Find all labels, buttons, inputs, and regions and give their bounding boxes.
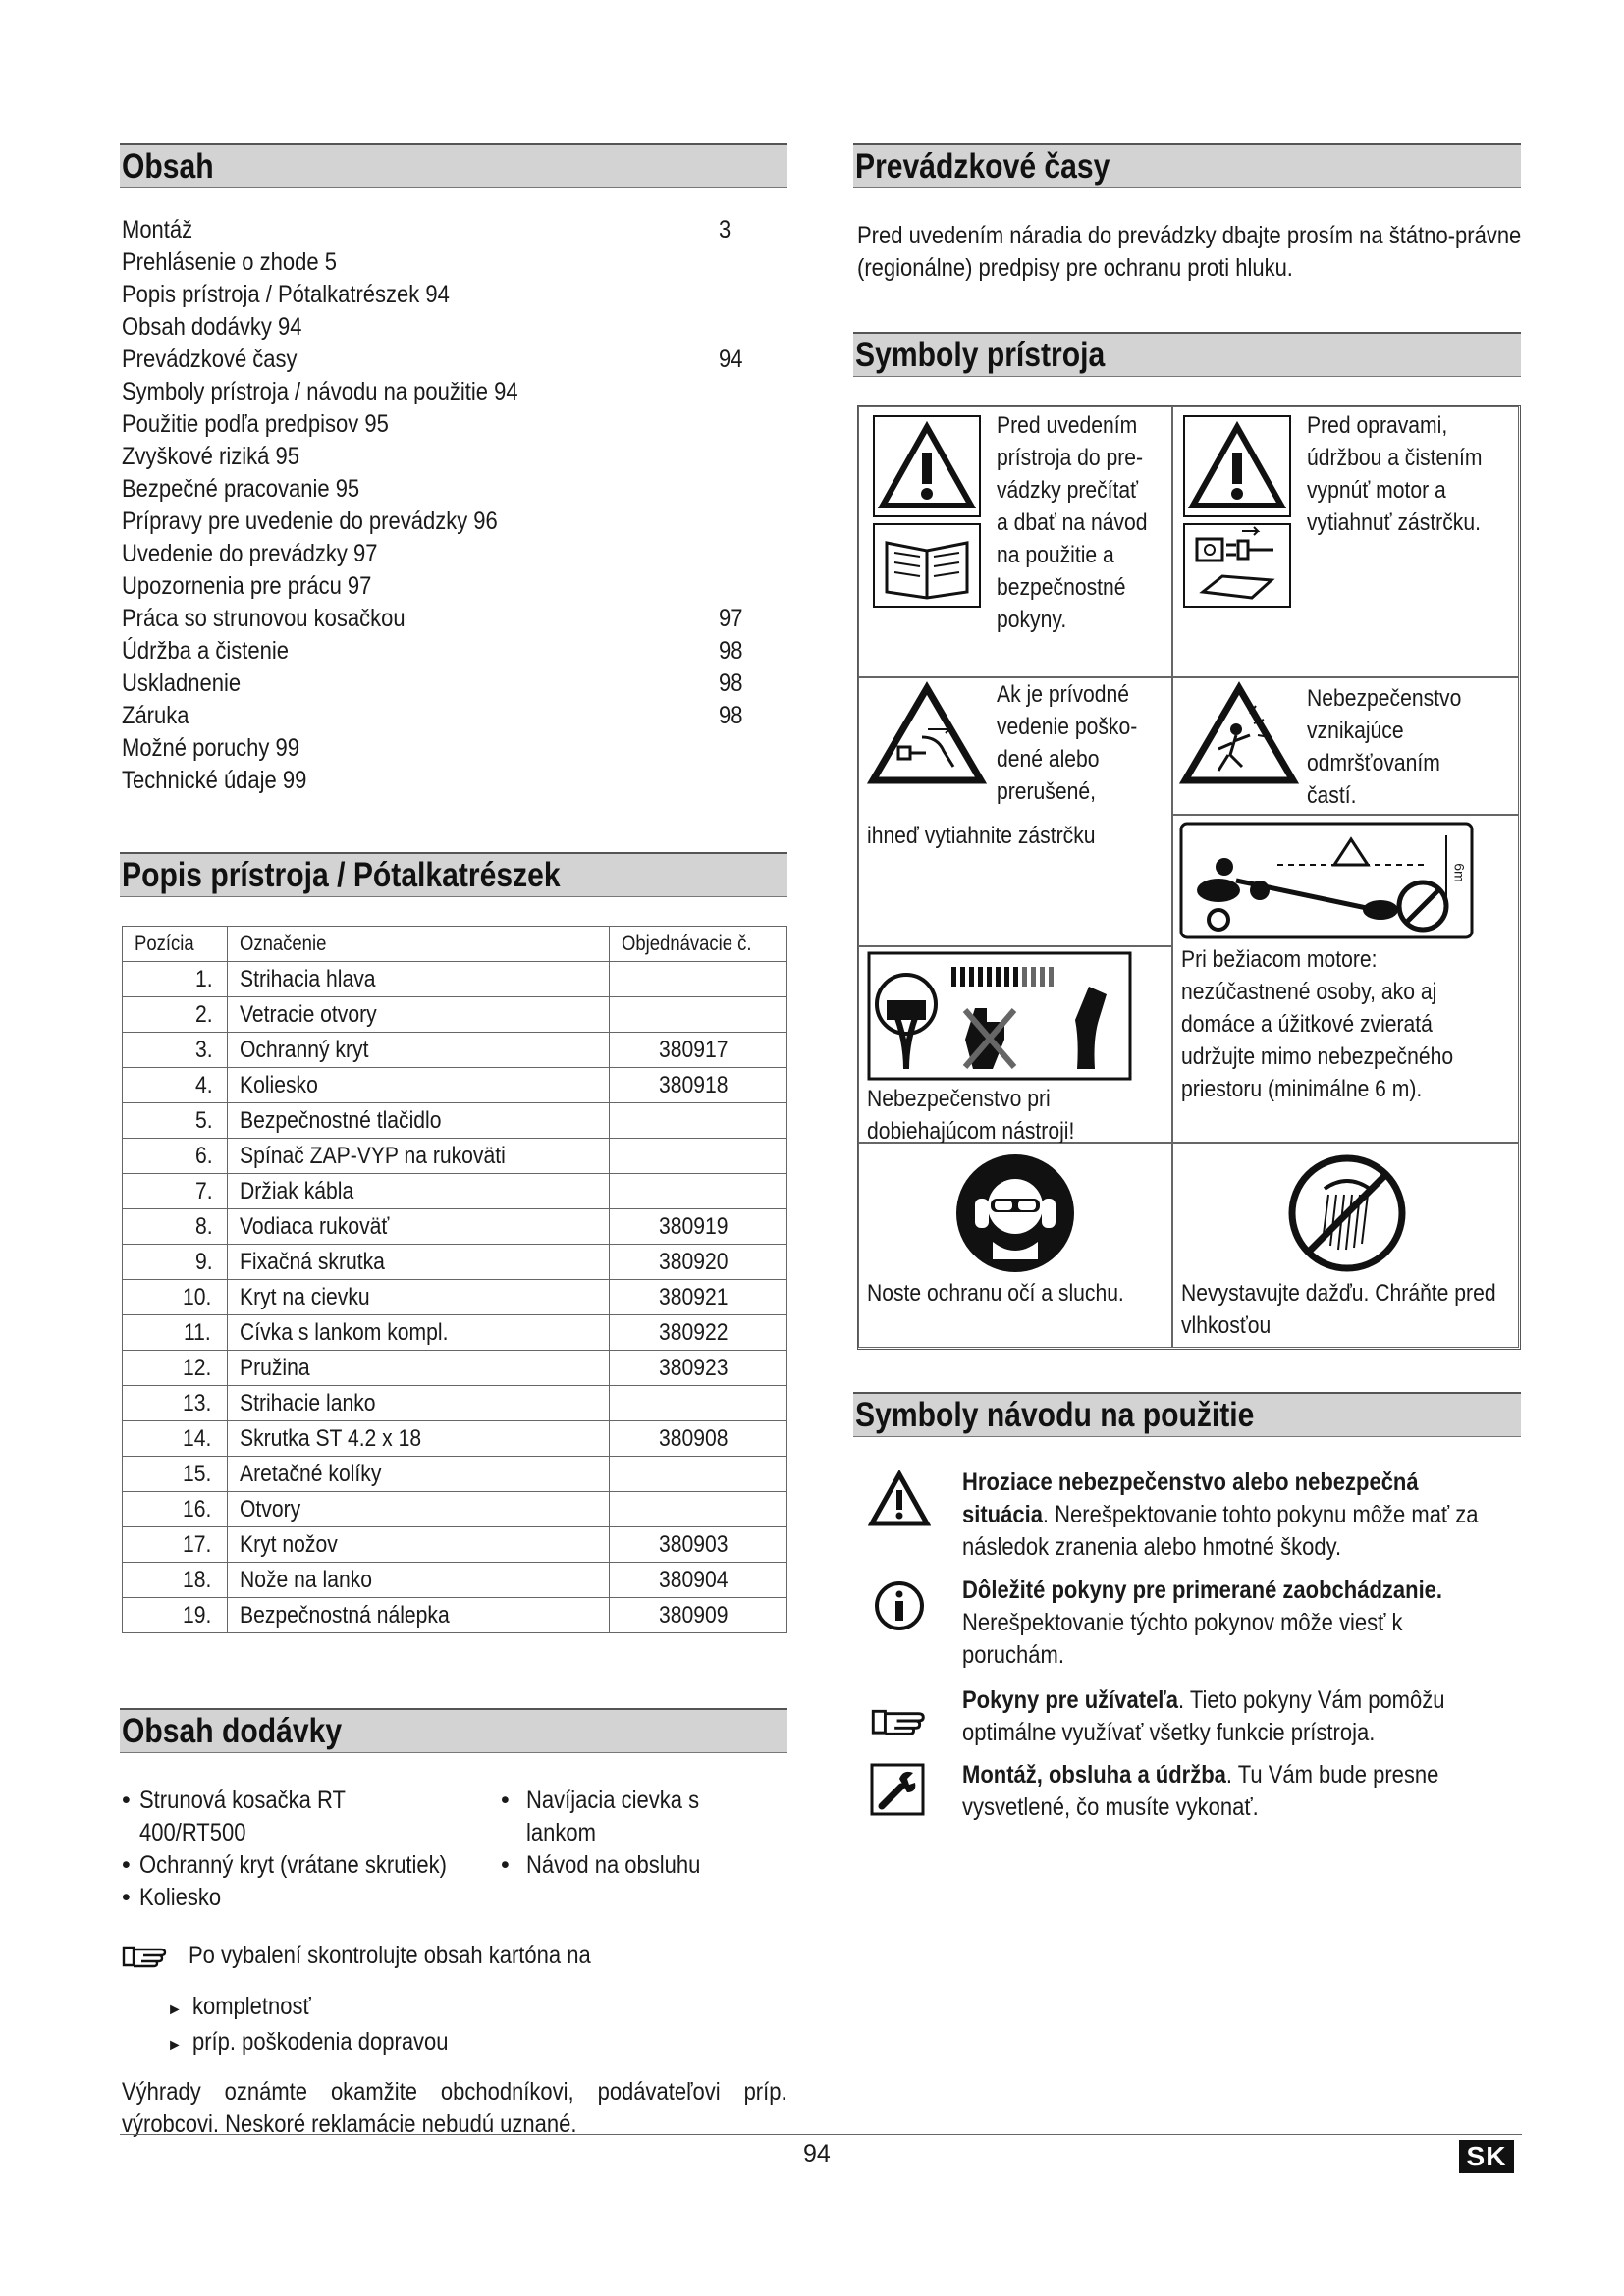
part-label: Ochranný kryt: [228, 1033, 610, 1068]
delivery-item: • Strunová kosačka RT 400/RT500: [122, 1787, 346, 1846]
part-order-number: 380923: [610, 1351, 787, 1386]
toc-entry: [122, 700, 750, 732]
toc-entry-label: Technické údaje 99: [122, 767, 307, 794]
manual-symbols-heading: Symboly návodu na použitie: [853, 1392, 1521, 1437]
table-row: [123, 1598, 787, 1633]
delivery-heading: Obsah dodávky: [120, 1708, 787, 1753]
part-order-number: 380917: [610, 1033, 787, 1068]
part-order-number: 380922: [610, 1315, 787, 1351]
delivery-footer-text: Výhrady oznámte okamžite obchodníkovi, podávateľovi príp. výrobcovi. Neskoré reklamácie nebudú uznané.: [122, 2078, 787, 2138]
toc-entry: [122, 214, 750, 246]
part-position: 13.: [123, 1386, 228, 1421]
delivery-list-left: [122, 1785, 495, 1914]
toc-entry: [122, 408, 750, 441]
delivery-item: • Koliesko: [122, 1884, 222, 1911]
part-order-number: 380920: [610, 1245, 787, 1280]
toc-entry-label: Prehlásenie o zhode 5: [122, 248, 337, 276]
table-row: [123, 1103, 787, 1139]
delivery-item: • Ochranný kryt (vrátane skrutiek): [122, 1851, 447, 1879]
part-position: 17.: [123, 1527, 228, 1563]
no-rain-icon: [1285, 1151, 1409, 1275]
page-number: 94: [803, 2140, 831, 2167]
info-icon: [874, 1580, 925, 1631]
unplug-icon: [1183, 523, 1291, 608]
running-tool-text: Nebezpečenstvo pri dobiehajúcom nástroji!: [867, 1086, 1075, 1145]
part-order-number: [610, 1492, 787, 1527]
col-header-order: Objednávacie č.: [610, 927, 787, 962]
part-position: 14.: [123, 1421, 228, 1457]
thrown-objects-icon: [1179, 680, 1299, 788]
part-label: Kryt nožov: [228, 1527, 610, 1563]
check-item: ► príp. poškodenia dopravou: [167, 2028, 449, 2056]
toc-entry-label: Popis prístroja / Pótalkatrészek 94: [122, 281, 450, 308]
toc-entry-label: Použitie podľa predpisov 95: [122, 410, 389, 438]
cell-read-manual: [858, 406, 1172, 677]
toc-entry-label: Montáž: [122, 216, 193, 243]
part-label: Držiak kábla: [228, 1174, 610, 1209]
part-position: 18.: [123, 1563, 228, 1598]
toc-heading: Obsah: [120, 143, 787, 188]
part-label: Strihacie lanko: [228, 1386, 610, 1421]
part-order-number: [610, 997, 787, 1033]
toc-entry: [122, 246, 750, 279]
cell-eye-ear: [858, 1143, 1172, 1348]
part-label: Spínač ZAP-VYP na rukoväti: [228, 1139, 610, 1174]
damaged-cable-text-2: ihneď vytiahnite zástrčku: [867, 823, 1096, 849]
table-row: [123, 1563, 787, 1598]
part-order-number: 380904: [610, 1563, 787, 1598]
part-label: Skrutka ST 4.2 x 18: [228, 1421, 610, 1457]
table-row: [123, 1033, 787, 1068]
thrown-parts-text: Nebezpečenstvo vznikajúce odmršťovaním častí.: [1307, 685, 1462, 809]
warning-triangle-icon: [1183, 415, 1291, 517]
part-label: Vodiaca rukoväť: [228, 1209, 610, 1245]
part-position: 11.: [123, 1315, 228, 1351]
rain-text: Nevystavujte dažďu. Chráňte pred vlhkosťou: [1181, 1280, 1496, 1339]
eye-ear-text: Noste ochranu očí a sluchu.: [867, 1280, 1124, 1307]
delivery-checks: [167, 1991, 483, 2061]
table-row: [123, 1315, 787, 1351]
eye-ear-protection-icon: [953, 1151, 1077, 1275]
part-order-number: 380903: [610, 1527, 787, 1563]
check-item: ► kompletnosť: [167, 1993, 311, 2020]
delivery-note: Po vybalení skontrolujte obsah kartóna na: [189, 1942, 591, 1969]
parts-table: [122, 926, 787, 1633]
toc-entry-page: 97: [719, 605, 743, 632]
toc-entry: [122, 667, 750, 700]
toc-entry-label: Možné poruchy 99: [122, 734, 300, 762]
toc-entry: [122, 506, 750, 538]
toc-entry-page: 98: [719, 637, 743, 665]
hand-pointer-icon: [122, 1942, 169, 1969]
wrench-icon: [870, 1763, 925, 1816]
part-order-number: 380909: [610, 1598, 787, 1633]
times-text: Pred uvedením náradia do prevádzky dbajte prosím na štátno-právne (regionálne) predpisy pre ochranu proti hluku.: [857, 222, 1522, 282]
toc-entry-label: Upozornenia pre prácu 97: [122, 572, 372, 600]
part-order-number: [610, 1457, 787, 1492]
warning-triangle-icon: [873, 415, 981, 517]
hand-pointer-icon: [870, 1704, 929, 1737]
bystanders-text: Pri bežiacom motore: nezúčastnené osoby, ako aj domáce a úžitkové zvieratá udržujte mimo nebezpečného priestoru (minimálne 6 m).: [1181, 946, 1454, 1102]
parts-table-header: [123, 927, 787, 962]
cell-unplug-before-repair: [1172, 406, 1519, 677]
delivery-item: • Návod na obsluhu: [501, 1851, 701, 1879]
toc-entry: [122, 538, 750, 570]
part-order-number: 380908: [610, 1421, 787, 1457]
col-header-position: Pozícia: [123, 927, 228, 962]
delivery-item: • Navíjacia cievka s lankom: [501, 1787, 700, 1846]
toc-entry-label: Uvedenie do prevádzky 97: [122, 540, 378, 567]
table-row: [123, 1527, 787, 1563]
part-position: 16.: [123, 1492, 228, 1527]
table-row: [123, 1492, 787, 1527]
toc-entry-label: Zvyškové riziká 95: [122, 443, 299, 470]
table-row: [123, 1209, 787, 1245]
part-label: Bezpečnostná nálepka: [228, 1598, 610, 1633]
delivery-list-right: [501, 1785, 736, 1882]
part-label: Aretačné kolíky: [228, 1457, 610, 1492]
table-row: [123, 1421, 787, 1457]
part-order-number: 380918: [610, 1068, 787, 1103]
part-order-number: [610, 1386, 787, 1421]
manual-item-user-tips: Pokyny pre užívateľa. Tieto pokyny Vám pomôžu optimálne využívať všetky funkcie prístroja.: [962, 1686, 1445, 1746]
part-label: Cívka s lankom kompl.: [228, 1315, 610, 1351]
part-position: 12.: [123, 1351, 228, 1386]
toc-entry-label: Záruka: [122, 702, 189, 729]
part-order-number: [610, 1174, 787, 1209]
toc-entry-label: Práca so strunovou kosačkou: [122, 605, 406, 632]
toc-entry: [122, 344, 750, 376]
part-position: 4.: [123, 1068, 228, 1103]
part-label: Strihacia hlava: [228, 962, 610, 997]
toc-entry-page: 98: [719, 669, 743, 697]
table-row: [123, 1068, 787, 1103]
table-of-contents: [122, 214, 750, 797]
cell-bystanders: [1172, 815, 1519, 1143]
cell-thrown-parts: [1172, 677, 1519, 815]
table-row: [123, 1280, 787, 1315]
unplug-text: Pred opravami, údržbou a čistením vypnúť motor a vytiahnuť zástrčku.: [1307, 412, 1483, 536]
part-position: 7.: [123, 1174, 228, 1209]
part-label: Fixačná skrutka: [228, 1245, 610, 1280]
part-position: 19.: [123, 1598, 228, 1633]
part-label: Bezpečnostné tlačidlo: [228, 1103, 610, 1139]
part-position: 2.: [123, 997, 228, 1033]
manual-item-assembly: Montáž, obsluha a údržba. Tu Vám bude presne vysvetlené, čo musíte vykonať.: [962, 1761, 1439, 1821]
device-symbols-grid: [857, 405, 1521, 1350]
toc-entry: [122, 732, 750, 765]
cable-warning-icon: [867, 680, 987, 788]
toc-entry: [122, 311, 750, 344]
part-label: Otvory: [228, 1492, 610, 1527]
part-order-number: [610, 1103, 787, 1139]
part-label: Nože na lanko: [228, 1563, 610, 1598]
distance-label: 6m: [1451, 863, 1468, 882]
part-order-number: [610, 962, 787, 997]
language-badge: SK: [1459, 2140, 1514, 2173]
toc-entry: [122, 376, 750, 408]
footer-rule: [120, 2134, 1522, 2135]
part-label: Pružina: [228, 1351, 610, 1386]
part-order-number: 380921: [610, 1280, 787, 1315]
manual-warning-icon: [868, 1470, 931, 1527]
toc-entry: [122, 570, 750, 603]
part-order-number: [610, 1139, 787, 1174]
damaged-cable-text: Ak je prívodné vedenie poško-dené alebo prerušené,: [997, 681, 1138, 805]
toc-entry-label: Symboly prístroja / návodu na použitie 94: [122, 378, 518, 405]
part-order-number: 380919: [610, 1209, 787, 1245]
table-row: [123, 962, 787, 997]
part-position: 6.: [123, 1139, 228, 1174]
toc-entry-label: Uskladnenie: [122, 669, 242, 697]
book-icon: [873, 523, 981, 608]
parts-heading: Popis prístroja / Pótalkatrészek: [120, 852, 787, 897]
toc-entry: [122, 765, 750, 797]
toc-entry-page: 94: [719, 346, 743, 373]
part-position: 8.: [123, 1209, 228, 1245]
part-position: 15.: [123, 1457, 228, 1492]
toc-entry-label: Prípravy pre uvedenie do prevádzky 96: [122, 507, 498, 535]
cell-running-tool: [858, 946, 1172, 1143]
manual-item-important: Dôležité pokyny pre primerané zaobchádzanie. Nerešpektovanie týchto pokynov môže viesť k poruchám.: [962, 1576, 1443, 1669]
toc-entry-page: 3: [719, 216, 731, 243]
running-tool-icon: [867, 951, 1132, 1081]
toc-entry: [122, 603, 750, 635]
part-position: 3.: [123, 1033, 228, 1068]
part-label: Koliesko: [228, 1068, 610, 1103]
toc-entry-page: 98: [719, 702, 743, 729]
toc-entry-label: Bezpečné pracovanie 95: [122, 475, 360, 503]
cell-damaged-cable: [858, 677, 1172, 946]
manual-item-danger: Hroziace nebezpečenstvo alebo nebezpečná situácia. Nerešpektovanie tohto pokynu môže mať za následok zranenia alebo hmotné škody.: [962, 1468, 1479, 1561]
part-label: Vetracie otvory: [228, 997, 610, 1033]
device-symbols-heading: Symboly prístroja: [853, 332, 1521, 377]
part-position: 10.: [123, 1280, 228, 1315]
toc-entry-label: Údržba a čistenie: [122, 637, 289, 665]
toc-entry: [122, 441, 750, 473]
part-label: Kryt na cievku: [228, 1280, 610, 1315]
table-row: [123, 1351, 787, 1386]
toc-entry: [122, 473, 750, 506]
toc-entry: [122, 635, 750, 667]
part-position: 1.: [123, 962, 228, 997]
read-manual-text: Pred uvedením prístroja do pre-vádzky prečítať a dbať na návod na použitie a bezpečnostné pokyny.: [997, 412, 1148, 633]
part-position: 5.: [123, 1103, 228, 1139]
cell-rain: [1172, 1143, 1519, 1348]
part-position: 9.: [123, 1245, 228, 1280]
distance-warning-icon: [1179, 822, 1474, 939]
times-heading: Prevádzkové časy: [853, 143, 1521, 188]
toc-entry: [122, 279, 750, 311]
table-row: [123, 1245, 787, 1280]
table-row: [123, 1174, 787, 1209]
toc-entry-label: Obsah dodávky 94: [122, 313, 302, 341]
table-row: [123, 1139, 787, 1174]
toc-entry-label: Prevádzkové časy: [122, 346, 298, 373]
table-row: [123, 997, 787, 1033]
col-header-label: Označenie: [228, 927, 610, 962]
table-row: [123, 1457, 787, 1492]
table-row: [123, 1386, 787, 1421]
